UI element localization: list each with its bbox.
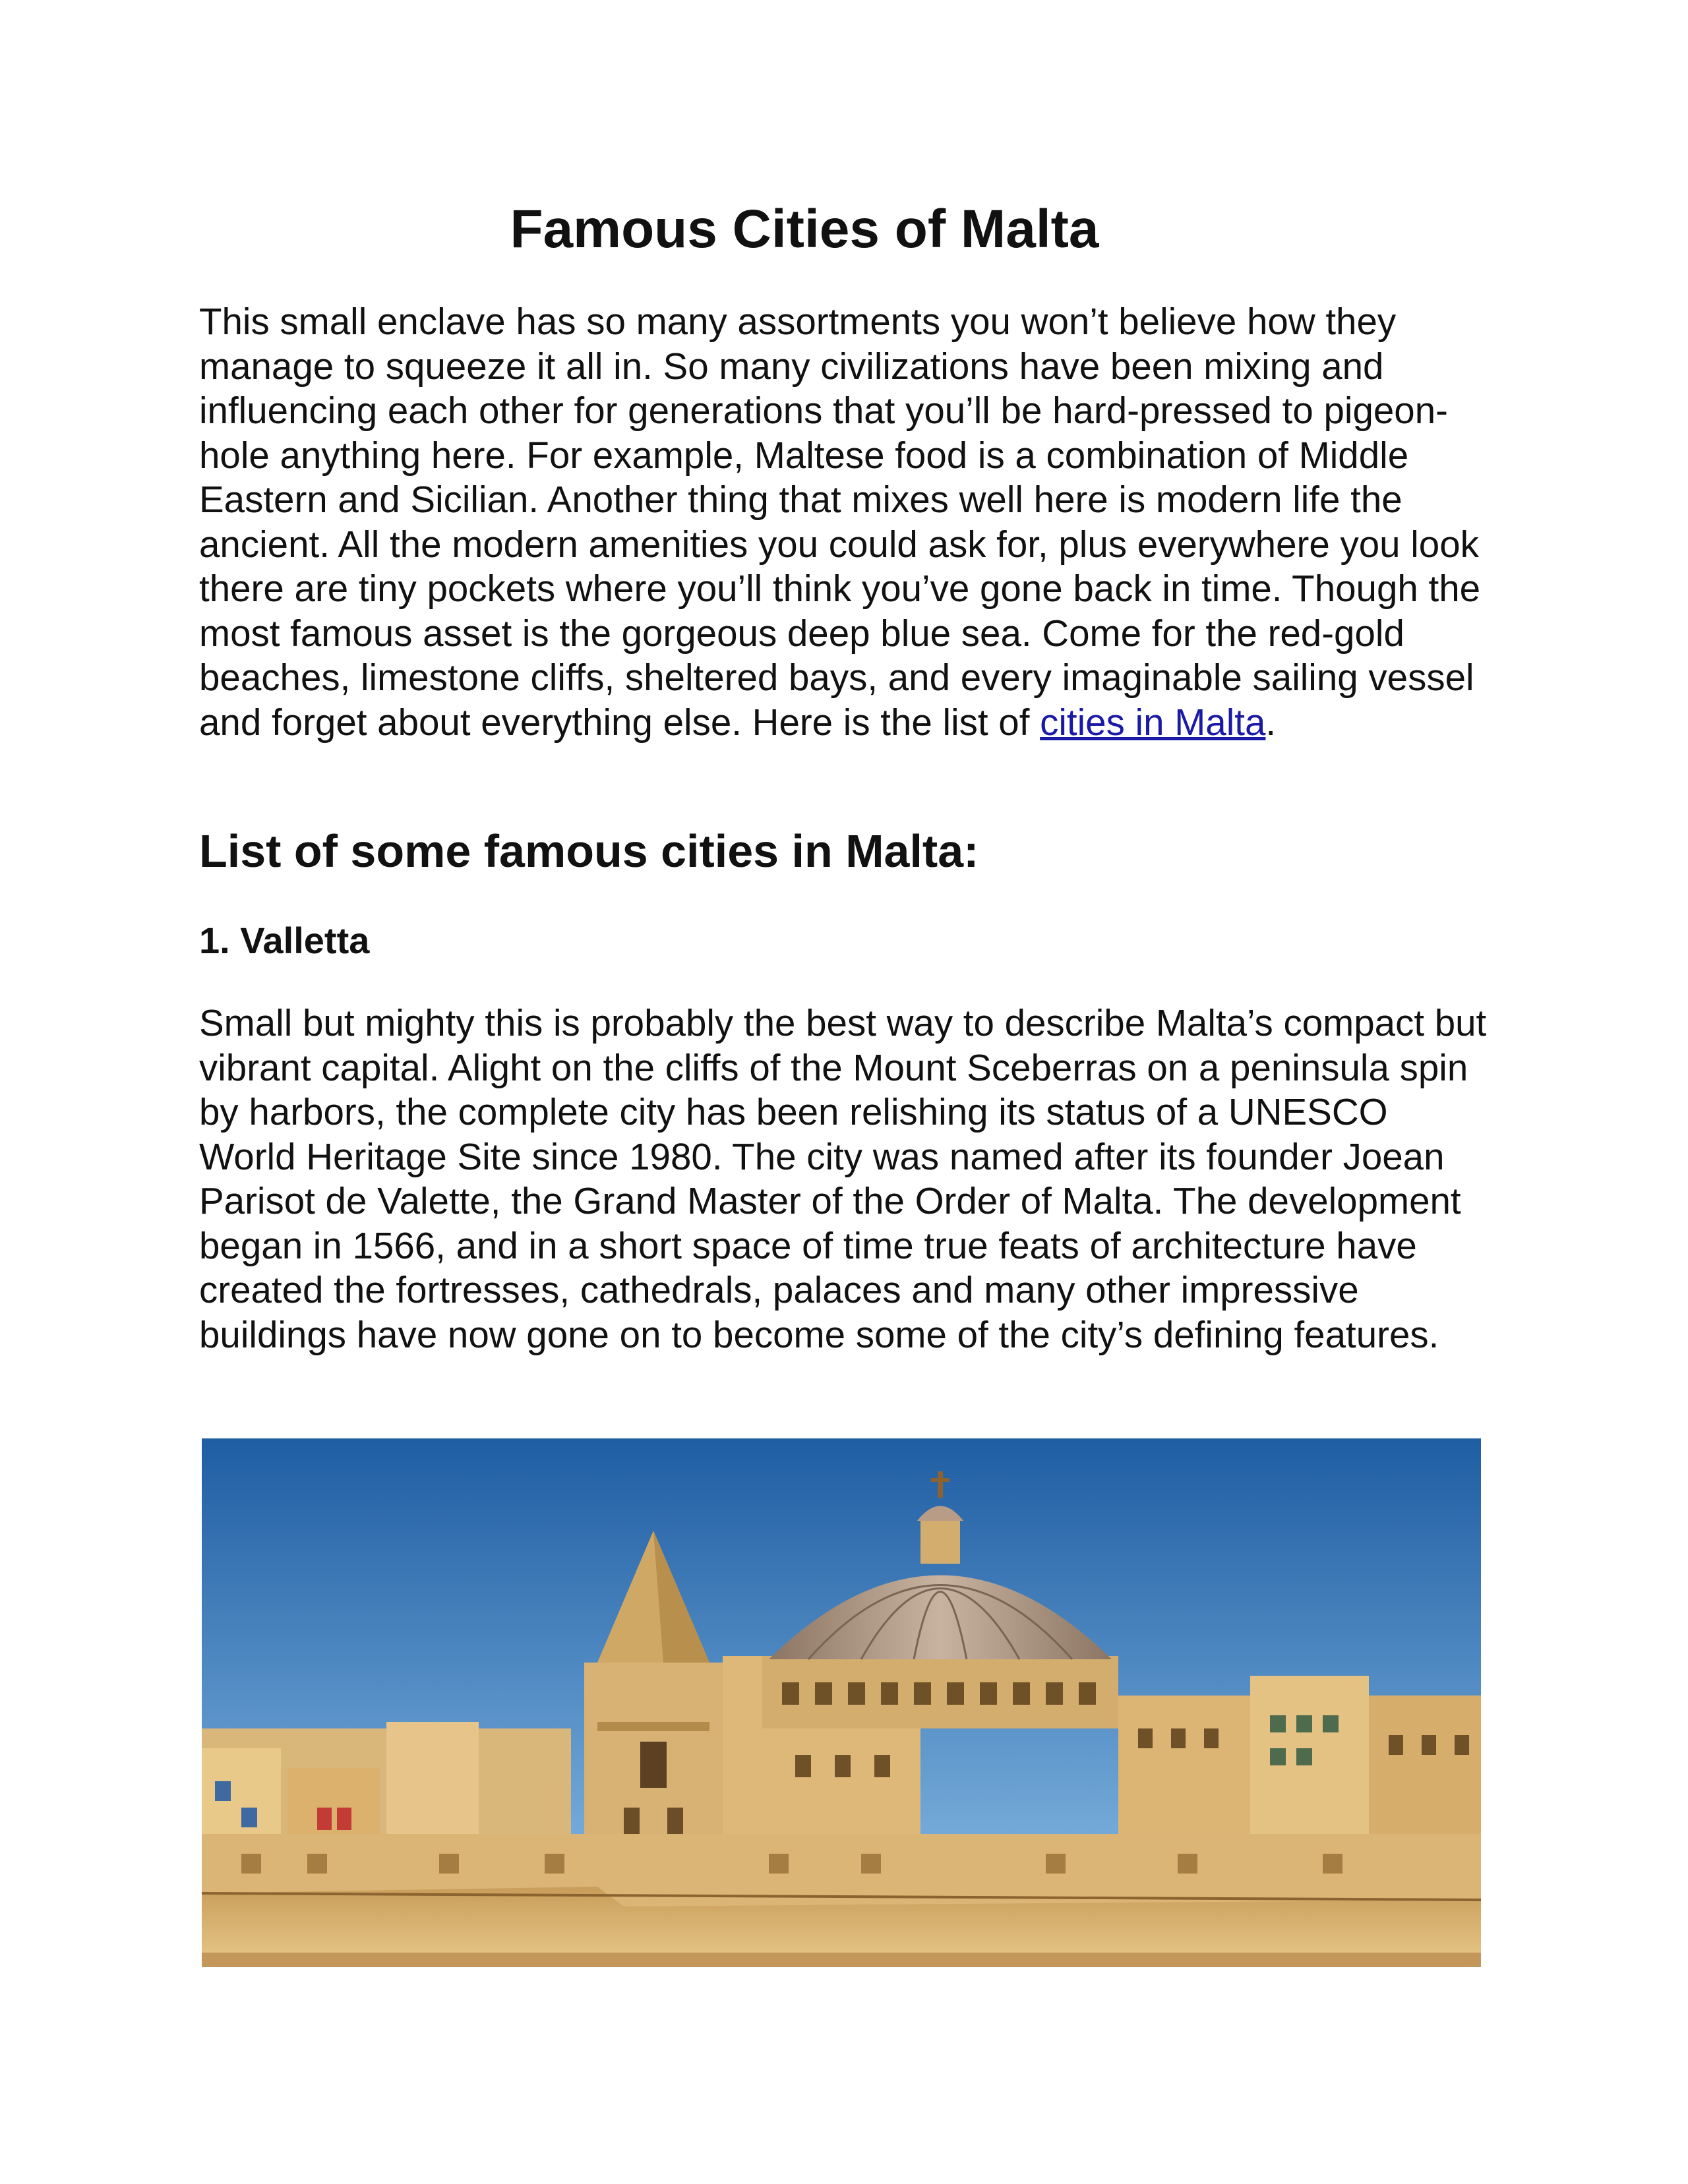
page-title: Famous Cities of Malta bbox=[510, 199, 1099, 259]
cities-in-malta-link[interactable]: cities in Malta bbox=[1040, 701, 1266, 743]
intro-text-end: . bbox=[1265, 701, 1277, 743]
item-heading-valletta: 1. Valletta bbox=[199, 920, 370, 961]
section-heading: List of some famous cities in Malta: bbox=[199, 825, 979, 877]
intro-paragraph bbox=[199, 299, 1492, 744]
valletta-skyline-photo bbox=[202, 1438, 1481, 1967]
intro-text: This small enclave has so many assortments you won’t believe how they manage to squeeze it all in. So many civilizations have been mixing and influencing each other for generations that you’ll be hard-pressed to pigeon-hole anything here. For example, Maltese food is a combination of Middle Eastern and Sicilian. Another thing that mixes well here is modern life the ancient. All the modern amenities you could ask for, plus everywhere you look there are tiny pockets where you’ll think you’ve gone back in time. Though the most famous asset is the gorgeous deep blue sea. Come for the red-gold beaches, limestone cliffs, sheltered bays, and every imaginable sailing vessel and forget about everything else. Here is the list of bbox=[199, 301, 1481, 743]
item-body-valletta: Small but mighty this is probably the best way to describe Malta’s compact but vibrant capital. Alight on the cliffs of the Mount Sceberras on a peninsula spin by harbors, the complete city has been relishing its status of a UNESCO World Heritage Site since 1980. The city was named after its founder Joean Parisot de Valette, the Grand Master of the Order of Malta. The development began in 1566, and in a short space of time true feats of architecture have created the fortresses, cathedrals, palaces and many other impressive buildings have now gone on to become some of the city’s defining features. bbox=[199, 1002, 1487, 1355]
